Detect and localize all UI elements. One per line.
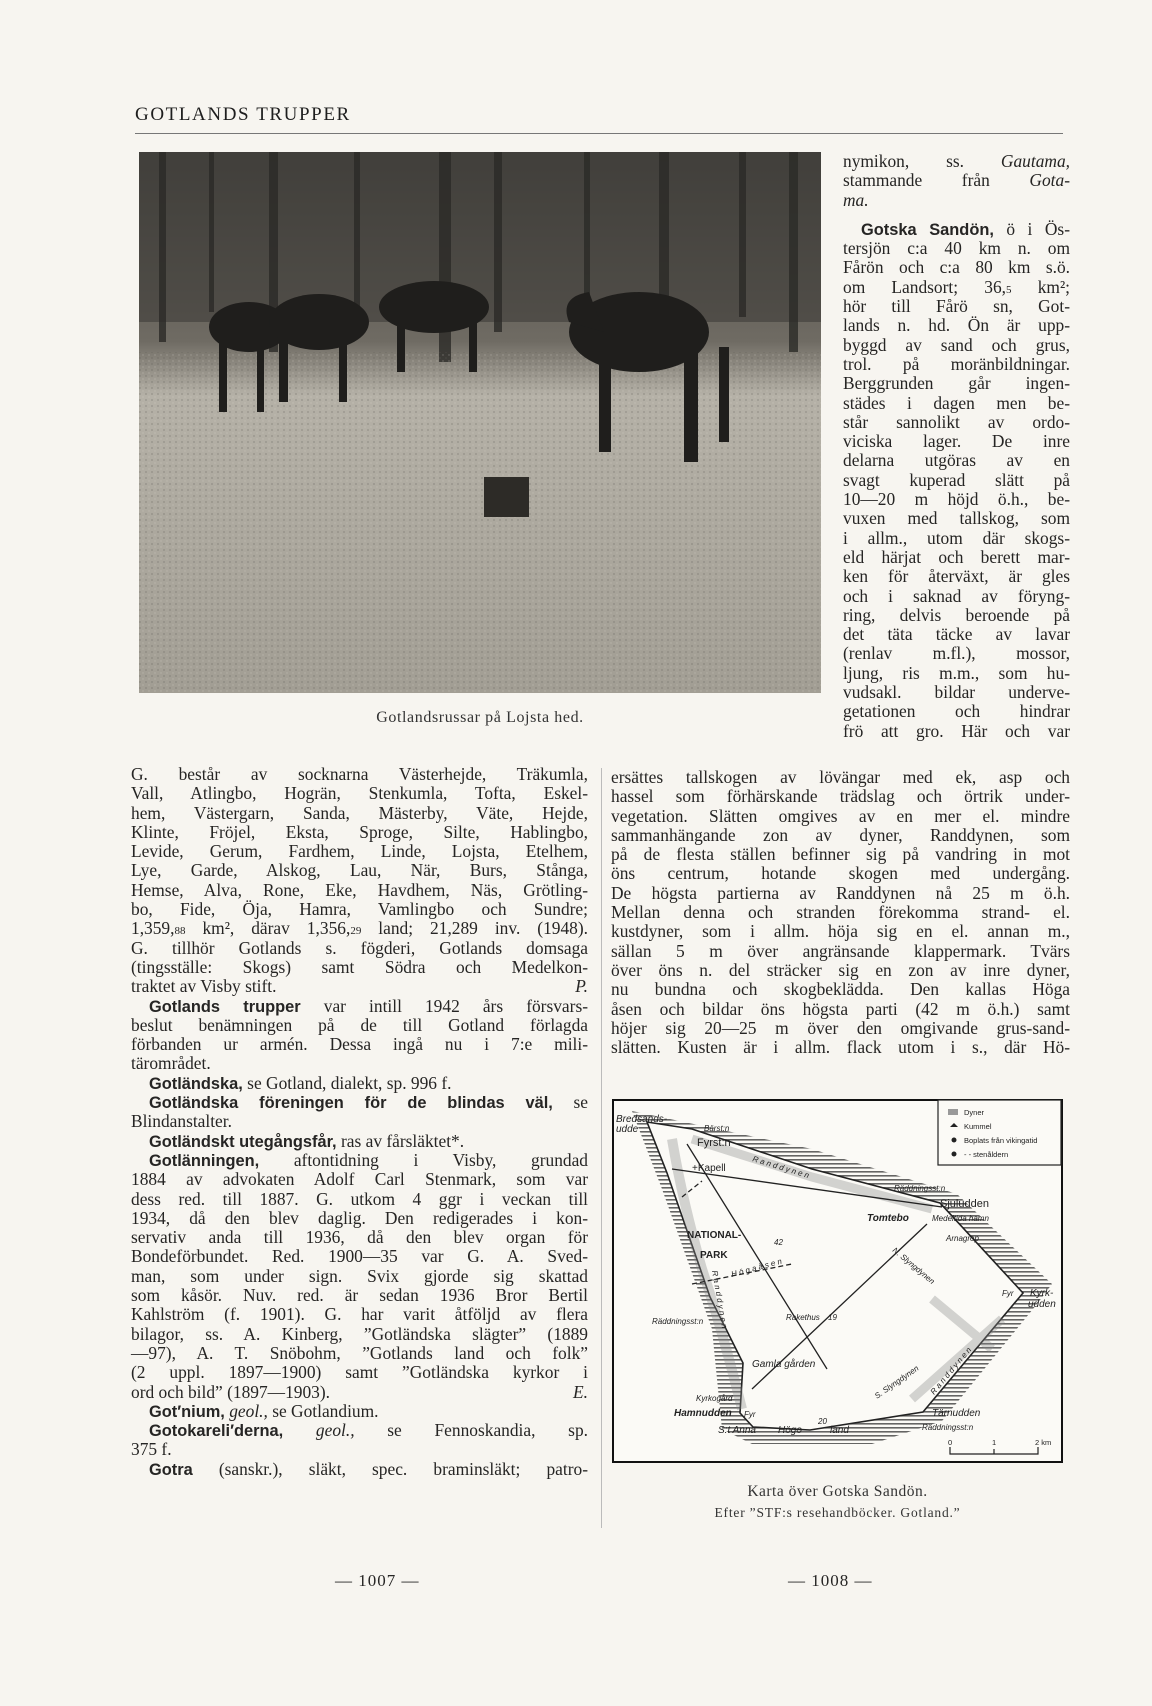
text-run: km²; — [1011, 276, 1070, 297]
legend-dunes: Dyner — [964, 1108, 985, 1117]
text-line — [843, 171, 1070, 190]
text-run: lands n. hd. Ön är upp- — [843, 315, 1070, 336]
entry-headword: Gotokareli′derna, — [149, 1422, 284, 1441]
subscript-decimal: 5 — [1006, 283, 1012, 296]
entry-headword: Gotländskt utegångsfår, — [149, 1132, 337, 1151]
map-caption: Karta över Gotska Sandön. — [747, 1483, 928, 1500]
text-run: bilagor, ss. A. Kinberg, ”Gotländska slägter” (1889 — [131, 1323, 588, 1344]
entry-headword: Gotländska, — [149, 1074, 243, 1093]
italic-text: geol., — [229, 1400, 268, 1421]
text-run: km², därav 1,356, — [185, 918, 351, 939]
map-label: Rakethus — [786, 1313, 820, 1322]
text-line — [131, 1054, 588, 1073]
text-run: städes i dagen men be- — [843, 392, 1070, 413]
italic-text: Gautama, — [1000, 151, 1070, 171]
text-line — [843, 509, 1070, 528]
legend-viking-site: Boplats från vikingatid — [964, 1136, 1038, 1145]
text-run: ring, delvis beroende på — [843, 604, 1070, 625]
paragraph — [131, 1421, 588, 1460]
text-line — [131, 1383, 588, 1402]
map-label: S:t Anna — [718, 1425, 756, 1436]
text-line — [131, 765, 588, 784]
text-run: De högsta partierna av Randdynen nå 25 m ö.h. — [611, 882, 1070, 903]
legend-cairn: Kummel — [964, 1122, 992, 1131]
entry-headword: Gotlands trupper — [149, 997, 301, 1016]
text-line — [843, 239, 1070, 258]
paragraph — [131, 765, 588, 997]
photo-caption: Gotlandsrussar på Lojsta hed. — [376, 709, 584, 726]
text-run: 1884 av advokaten Adolf Carl Stenmark, som var — [131, 1169, 588, 1190]
paragraph — [131, 1074, 588, 1093]
text-run: 375 f. — [131, 1439, 172, 1460]
text-run: (renlav m.fl.), mossor, — [843, 643, 1070, 664]
page-number-right: — 1008 — — [788, 1571, 873, 1590]
map-label: Hamnudden — [674, 1408, 732, 1419]
text-line — [843, 191, 1070, 210]
author-signature: E. — [573, 1381, 588, 1402]
text-line — [611, 961, 1070, 980]
text-line — [843, 644, 1070, 663]
text-run: nu bundna och skogbeklädda. Den kallas Höga — [611, 979, 1070, 1000]
text-line — [131, 1035, 588, 1054]
text-run: se — [552, 1092, 589, 1113]
text-run — [283, 1420, 316, 1440]
text-run: Lye, Garde, Alskog, Lau, När, Burs, Stånga, — [131, 860, 588, 881]
text-line — [843, 413, 1070, 432]
text-run: ras av fårsläktet*. — [336, 1130, 465, 1151]
text-run: byggd av sand och grus, — [843, 334, 1070, 355]
map-label: R a n d d y n e n — [928, 1345, 974, 1397]
text-line — [611, 864, 1070, 883]
text-line — [131, 1325, 588, 1344]
text-line — [611, 807, 1070, 826]
italic-text: geol., — [315, 1420, 355, 1441]
text-line — [843, 451, 1070, 470]
text-line — [131, 919, 588, 938]
text-line — [131, 900, 588, 919]
text-run: ersättes tallskogen av lövängar med ek, asp och — [611, 767, 1070, 787]
text-line — [843, 606, 1070, 625]
map-label: N. Slyngdynen — [890, 1245, 937, 1286]
text-line — [611, 980, 1070, 999]
map-label: Bärst:n — [704, 1124, 730, 1133]
text-line — [843, 297, 1070, 316]
map-label: Räddningsst:n — [894, 1184, 946, 1193]
text-line — [611, 922, 1070, 941]
text-line — [843, 374, 1070, 393]
text-line — [131, 1112, 588, 1131]
text-line — [131, 977, 588, 996]
text-line — [611, 1000, 1070, 1019]
text-line — [843, 394, 1070, 413]
paragraph — [843, 152, 1070, 210]
running-head: GOTLANDS TRUPPER — [135, 104, 351, 125]
text-line — [131, 1440, 588, 1459]
text-run: land; 21,289 inv. (1948). — [361, 918, 588, 939]
text-line — [843, 625, 1070, 644]
text-line — [843, 258, 1070, 277]
map-label: Tomtebo — [867, 1213, 909, 1224]
map-label: Medeltida hamn — [932, 1214, 989, 1223]
text-line — [131, 784, 588, 803]
text-line — [843, 490, 1070, 509]
text-run: nymikon, ss. — [843, 151, 1001, 171]
text-run: i allm., utom där skogs- — [843, 527, 1070, 548]
text-run: Bondeförbundet. Red. 1900—35 var G. A. Sved- — [131, 1246, 588, 1267]
entry-headword: Gotlänningen, — [149, 1151, 260, 1170]
text-line — [131, 958, 588, 977]
text-line — [131, 1016, 588, 1035]
map-source: Efter ”STF:s resehandböcker. Gotland.” — [714, 1505, 961, 1520]
subscript-decimal: 88 — [174, 925, 186, 938]
text-run: 10—20 m höjd ö.h., be- — [843, 489, 1070, 510]
text-run: över öns n. del sträcker sig en zon av inre dyner, — [611, 959, 1070, 980]
text-run: och i saknad av föryng- — [843, 585, 1070, 606]
text-line — [843, 587, 1070, 606]
map-label: udden — [1028, 1299, 1056, 1310]
text-run: ljung, ris m.m., som hu- — [843, 662, 1070, 683]
paragraph — [611, 768, 1070, 1057]
text-line — [843, 722, 1070, 741]
text-line — [131, 1460, 588, 1479]
text-run: se Gotland, dialekt, sp. 996 f. — [242, 1072, 452, 1093]
map-label: Gamla gården — [752, 1359, 816, 1370]
paragraph — [131, 1093, 588, 1132]
text-line — [843, 152, 1070, 171]
paragraph — [131, 1402, 588, 1421]
text-run: dess red. till 1887. G. utkom 4 ggr i veckan till — [131, 1188, 588, 1209]
text-run: Klinte, Fröjel, Eksta, Sproge, Silte, Hablingbo, — [131, 821, 588, 842]
text-line — [131, 997, 588, 1016]
map-label: Sjuludden — [940, 1198, 989, 1210]
left-column-text — [131, 765, 588, 1479]
text-line — [131, 1170, 588, 1189]
text-line — [611, 884, 1070, 903]
text-run: 1,359, — [131, 918, 175, 939]
text-line — [843, 432, 1070, 451]
map-label: Fyrst:n — [697, 1137, 731, 1149]
text-line — [131, 1132, 588, 1151]
text-run: vudsakl. bildar underve- — [843, 682, 1070, 703]
text-run: hem, Västergarn, Sanda, Mästerby, Väte, Hejde, — [131, 802, 588, 823]
text-run: som kåsör. Nuv. red. är sedan 1936 Bror Bertil — [131, 1285, 588, 1306]
map-label: 42 — [774, 1238, 783, 1247]
entry-headword: Gotra — [149, 1460, 193, 1479]
text-line — [131, 1247, 588, 1266]
author-signature: P. — [575, 976, 588, 997]
text-line — [131, 1228, 588, 1247]
text-run: tärområdet. — [131, 1053, 211, 1074]
text-run: vegetation. Slätten omgives av en mer el. mindre — [611, 805, 1070, 826]
text-run: se Gotlandium. — [267, 1400, 379, 1421]
text-line — [843, 471, 1070, 490]
text-line — [611, 1038, 1070, 1057]
column-divider — [601, 768, 602, 1528]
scale-label-2: 2 km — [1035, 1438, 1052, 1447]
text-run: getationen och hindrar — [843, 701, 1070, 722]
text-run: höjer sig 20—25 m över den omgivande grus-sand- — [611, 1017, 1070, 1038]
text-run: beslut benämningen på de till Gotland förlagda — [131, 1014, 588, 1035]
map-label: +Kapell — [692, 1163, 726, 1174]
text-run: bo, Fide, Öja, Hamra, Vamlingbo och Sundre; — [131, 899, 588, 920]
text-line — [131, 861, 588, 880]
map-label: Arnagrop — [946, 1234, 979, 1243]
text-line — [131, 804, 588, 823]
text-line — [611, 845, 1070, 864]
text-run: —97), A. T. Snöbohm, ”Gotlands land och folk” — [131, 1342, 588, 1363]
text-run: ken för återväxt, är gles — [843, 566, 1070, 587]
map-label: Kyrk- — [1030, 1288, 1054, 1299]
text-line — [131, 1344, 588, 1363]
text-run: det täta täcke av lavar — [843, 624, 1070, 645]
entry-headword: Got′nium, — [149, 1402, 225, 1421]
text-run: förbanden ur armén. Dessa ingå nu i 7:e mili- — [131, 1034, 588, 1055]
map-label: H ö g a å s e n — [730, 1256, 783, 1279]
italic-text: Gota- — [1029, 170, 1070, 191]
text-line — [131, 1421, 588, 1440]
text-run: servativ anda till 1936, då den blev organ för — [131, 1227, 588, 1248]
text-run: delarna utgöras av en — [843, 450, 1070, 471]
paragraph — [131, 1132, 588, 1151]
text-run: åsen och bildar öns högsta parti (42 m ö.h.) samt — [611, 998, 1070, 1019]
text-run: om Landsort; 36, — [843, 276, 1007, 297]
text-run: aftontidning i Visby, grundad — [259, 1149, 588, 1170]
text-line — [131, 1286, 588, 1305]
map-label: R a n d d y n e n — [751, 1154, 811, 1181]
text-run: står sannolikt av ordo- — [843, 411, 1070, 432]
map-label: 20 — [818, 1417, 827, 1426]
map-label: Högo — [778, 1425, 802, 1436]
text-line — [843, 316, 1070, 335]
text-run: Mellan denna och stranden förekomma strand- el. — [611, 902, 1070, 923]
text-line — [843, 529, 1070, 548]
map-label: NATIONAL- — [687, 1230, 742, 1241]
text-run: kustdyner, som i allm. höja sig en el. annan m., — [611, 921, 1070, 942]
text-run: 1934, då den blev daglig. Den redigerades i kon- — [131, 1207, 588, 1228]
text-line — [843, 278, 1070, 297]
text-run: hör till Fårö sn, Got- — [843, 296, 1070, 317]
text-line — [843, 355, 1070, 374]
map-label: R a n d d y n e n — [710, 1269, 730, 1330]
italic-text: ma. — [843, 189, 869, 210]
paragraph — [131, 1151, 588, 1402]
map-label: Bredsands- — [616, 1114, 668, 1125]
text-line — [131, 823, 588, 842]
text-run: man, som under sign. Svix gjorde sig skattad — [131, 1265, 588, 1286]
text-run: stammande från — [843, 170, 1030, 191]
text-run: tersjön c:a 40 km n. om — [843, 238, 1070, 259]
text-run: Vall, Atlingbo, Hogrän, Stenkumla, Tofta, Eskel- — [131, 783, 588, 804]
text-run: ord och bild” (1897—1903). — [131, 1381, 330, 1402]
text-line — [611, 826, 1070, 845]
map-label: Räddningsst:n — [922, 1423, 974, 1432]
map-label: Tärnudden — [932, 1408, 981, 1419]
right-column-bottom-text — [611, 768, 1070, 1057]
entry-headword: Gotska Sandön, — [861, 220, 994, 239]
text-run: se Fennoskandia, sp. — [354, 1420, 588, 1441]
map-gotska-sandon — [612, 1099, 1063, 1463]
text-line — [611, 787, 1070, 806]
scale-label-0: 0 — [948, 1438, 953, 1447]
right-column-top-text — [843, 152, 1070, 741]
text-line — [131, 881, 588, 900]
text-line — [843, 220, 1070, 239]
subscript-decimal: 29 — [350, 925, 362, 938]
text-run: Blindanstalter. — [131, 1111, 232, 1132]
map-label: Fyr — [1002, 1289, 1014, 1298]
text-line — [131, 939, 588, 958]
map-label: PARK — [700, 1250, 728, 1261]
text-run: Kahlström (f. 1901). G. har varit åtföljd av flera — [131, 1304, 588, 1325]
text-line — [131, 1074, 588, 1093]
text-run: (tingsställe: Skogs) samt Södra och Medelkon- — [131, 956, 588, 977]
text-run: G. tillhör Gotlands s. fögderi, Gotlands domsaga — [131, 937, 588, 958]
entry-headword: Gotländska föreningen för de blindas väl, — [149, 1094, 553, 1113]
text-line — [843, 664, 1070, 683]
text-line — [131, 1151, 588, 1170]
text-run: (2 uppl. 1897—1900) samt ”Gotländska kyrkor i — [131, 1362, 588, 1383]
map-label: udde — [616, 1124, 639, 1135]
text-line — [131, 1190, 588, 1209]
text-run: sällan 5 m över angränsande klappermark. Tvärs — [611, 940, 1070, 961]
text-line — [611, 1019, 1070, 1038]
map-label: Räddningsst:n — [652, 1317, 704, 1326]
text-line — [131, 1402, 588, 1421]
map-label: S. Slyngdynen — [872, 1363, 921, 1401]
text-run: Levide, Gerum, Fardhem, Linde, Lojsta, Etelhem, — [131, 841, 588, 862]
text-line — [843, 683, 1070, 702]
text-run: öns centrum, hotande skogen med undergång. — [611, 863, 1070, 884]
text-line — [843, 548, 1070, 567]
text-line — [843, 702, 1070, 721]
text-run: viciska lager. De inre — [843, 431, 1070, 452]
text-line — [843, 567, 1070, 586]
header-rule — [135, 133, 1063, 134]
text-run: sammanhängande zon av dyner, Randdynen, som — [611, 824, 1070, 845]
map-label: Kyrkogård — [696, 1394, 733, 1403]
text-run: trol. på moränbildningar. — [843, 353, 1070, 374]
text-run: ö i Ös- — [993, 218, 1070, 239]
paragraph — [131, 1460, 588, 1479]
map-label: 19 — [828, 1313, 837, 1322]
text-run: hassel som förhärskande trädslag och örtrik under- — [611, 786, 1070, 807]
text-line — [611, 942, 1070, 961]
text-run: eld härjat och berett mar- — [843, 546, 1070, 567]
map-label: Fyr — [744, 1410, 756, 1419]
text-run: (sanskr.), släkt, spec. braminsläkt; patro- — [192, 1458, 588, 1479]
text-run: Hemse, Alva, Rone, Eke, Havdhem, Näs, Grötling- — [131, 879, 588, 900]
text-run: Berggrunden går ingen- — [843, 373, 1070, 394]
text-run: frö att gro. Här och var — [843, 720, 1070, 741]
map-label: land — [830, 1425, 849, 1436]
text-line — [131, 1305, 588, 1324]
legend-stone-age-site: - - stenåldern — [964, 1150, 1009, 1159]
text-line — [611, 903, 1070, 922]
text-line — [131, 1267, 588, 1286]
text-run: vuxen med tallskog, som — [843, 508, 1070, 529]
text-run: slätten. Kusten är i allm. flack utom i s., där Hö- — [611, 1037, 1070, 1058]
text-run: Fårön och c:a 80 km s.ö. — [843, 257, 1070, 278]
text-line — [131, 842, 588, 861]
photo-gotland-ponies — [139, 152, 821, 693]
text-run: G. består av socknarna Västerhejde, Träkumla, — [131, 764, 588, 784]
text-line — [131, 1363, 588, 1382]
text-line — [843, 336, 1070, 355]
paragraph — [843, 220, 1070, 741]
text-run: svagt kuperad slätt på — [843, 469, 1070, 490]
page-number-left: — 1007 — — [335, 1571, 420, 1590]
paragraph — [131, 997, 588, 1074]
text-run: traktet av Visby stift. — [131, 976, 277, 997]
scale-label-1: 1 — [992, 1438, 997, 1447]
text-run: var intill 1942 års försvars- — [300, 995, 588, 1016]
text-line — [131, 1093, 588, 1112]
text-run: på de flesta ställen befinner sig på vandring in mot — [611, 844, 1070, 865]
text-line — [611, 768, 1070, 787]
text-line — [131, 1209, 588, 1228]
